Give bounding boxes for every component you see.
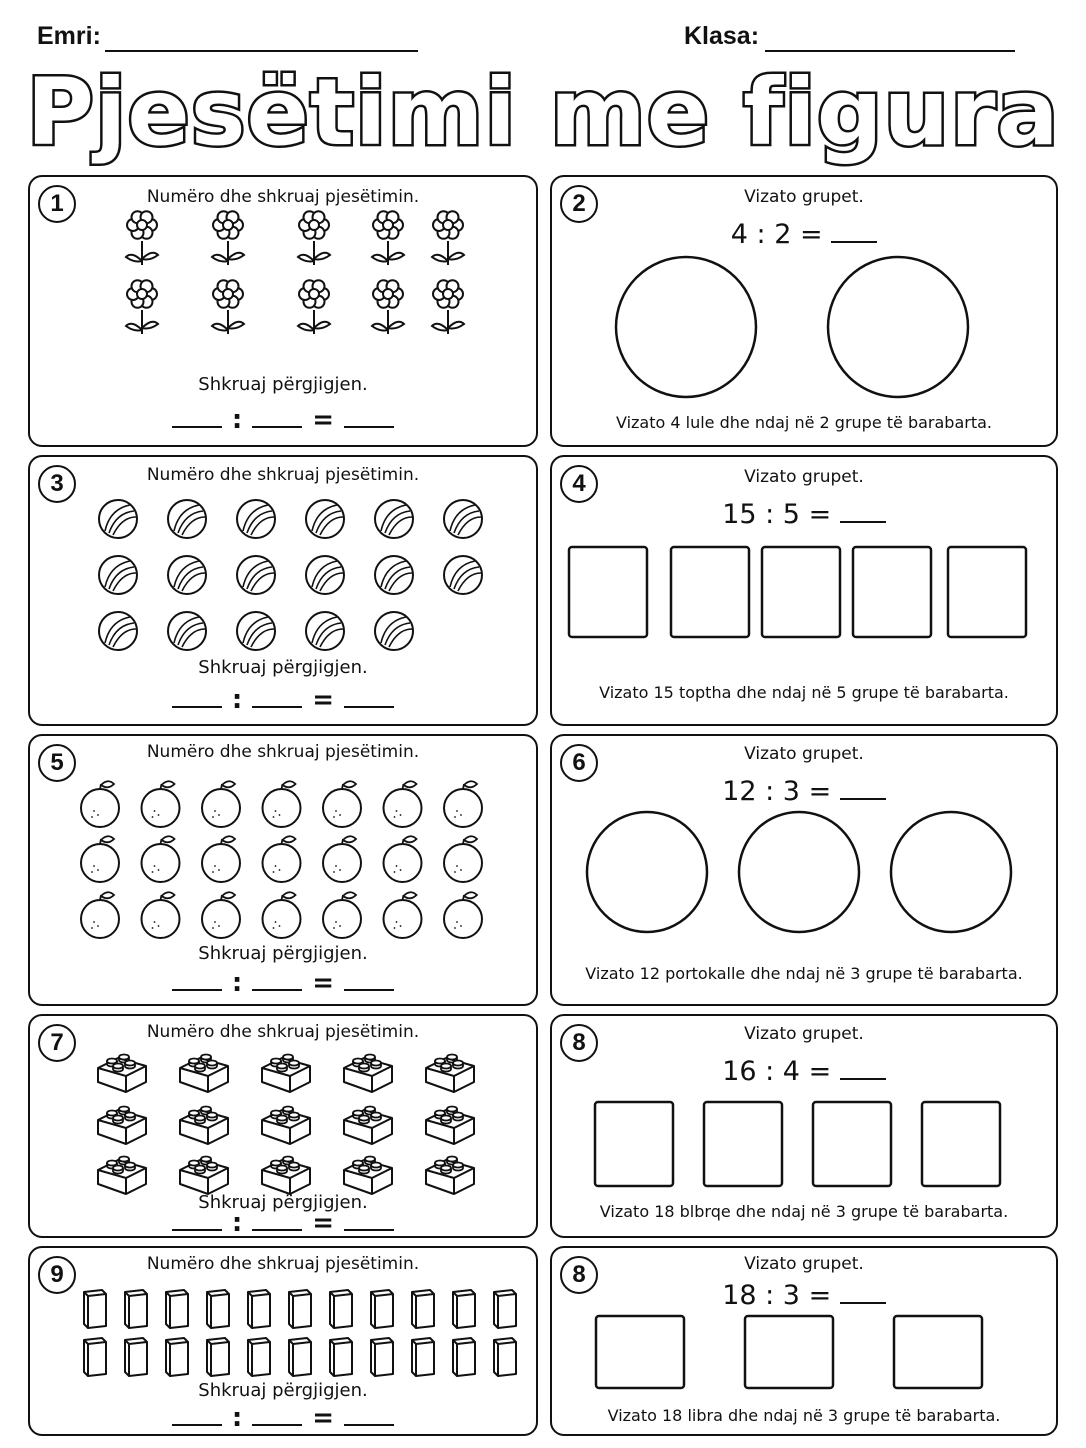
group-box[interactable] [813,1102,891,1186]
exercise-instruction: Vizato grupet. [744,467,864,487]
orange-icon [81,836,119,882]
group-box[interactable] [894,1316,982,1388]
answer-label: Shkruaj përgjigjen. [198,1192,368,1213]
exercise-instruction: Numëro dhe shkruaj pjesëtimin. [146,1022,420,1042]
group-circle[interactable] [891,812,1011,932]
exercise-footer: Vizato 15 toptha dhe ndaj në 5 grupe të barabarta. [599,683,1009,702]
flower-icon [126,211,158,265]
flower-icon [432,211,464,265]
exercise-panel-3 [28,455,538,726]
exercise-panel-8 [550,1014,1058,1238]
group-box[interactable] [569,547,647,637]
ball-icon [375,612,413,650]
brick-icon [98,1055,146,1093]
class-field[interactable] [765,50,1015,52]
book-icon [412,1290,434,1328]
exercise-footer: Vizato 4 lule dhe ndaj në 2 grupe të barabarta. [615,413,993,432]
division-equation[interactable]: 15 : 5 = [552,499,1056,530]
ball-icon [306,500,344,538]
brick-icon [262,1055,310,1093]
orange-icon [384,781,422,827]
ball-icon [99,612,137,650]
brick-icon [344,1107,392,1145]
brick-icon [180,1055,228,1093]
orange-icon [323,892,361,938]
answer-label: Shkruaj përgjigjen. [198,657,368,678]
exercise-instruction: Vizato grupet. [744,1254,864,1274]
ball-icon [168,556,206,594]
exercise-number: 4 [560,465,598,503]
orange-icon [444,836,482,882]
book-icon [494,1290,516,1328]
brick-icon [180,1107,228,1145]
exercise-number: 2 [560,185,598,223]
exercise-number: 1 [38,185,76,223]
group-box[interactable] [948,547,1026,637]
group-box[interactable] [762,547,840,637]
brick-icon [180,1157,228,1195]
ball-icon [375,500,413,538]
brick-icon [98,1157,146,1195]
orange-icon [444,781,482,827]
book-icon [453,1338,475,1376]
exercise-instruction: Numëro dhe shkruaj pjesëtimin. [146,1254,420,1274]
group-circle[interactable] [828,257,968,397]
group-circle[interactable] [739,812,859,932]
exercise-panel-10 [550,1246,1058,1436]
group-box[interactable] [853,547,931,637]
orange-icon [202,836,240,882]
name-field[interactable] [105,50,418,52]
exercise-number: 6 [560,744,598,782]
group-circle[interactable] [587,812,707,932]
ball-icon [306,556,344,594]
orange-icon [263,892,301,938]
exercise-number: 8 [560,1024,598,1062]
flower-icon [212,280,244,334]
book-icon [84,1290,106,1328]
brick-icon [98,1107,146,1145]
exercise-panel-4 [550,455,1058,726]
ball-icon [306,612,344,650]
book-icon [248,1338,270,1376]
exercise-panel-6 [550,734,1058,1006]
group-box[interactable] [745,1316,833,1388]
exercise-number: 5 [38,744,76,782]
exercise-panel-7 [28,1014,538,1238]
brick-icon [344,1055,392,1093]
answer-line[interactable]: : = [30,968,536,998]
book-icon [289,1290,311,1328]
brick-icon [262,1157,310,1195]
book-icon [207,1338,229,1376]
orange-icon [142,781,180,827]
ball-icon [168,500,206,538]
ball-icon [237,612,275,650]
book-icon [289,1338,311,1376]
flower-icon [126,280,158,334]
ball-icon [444,556,482,594]
exercise-instruction: Vizato grupet. [744,1024,864,1044]
book-icon [207,1290,229,1328]
orange-icon [263,781,301,827]
group-box[interactable] [704,1102,782,1186]
answer-label: Shkruaj përgjigjen. [198,1380,368,1401]
exercise-instruction: Numëro dhe shkruaj pjesëtimin. [146,465,420,485]
ball-icon [168,612,206,650]
orange-icon [142,892,180,938]
orange-icon [81,781,119,827]
book-icon [248,1290,270,1328]
group-box[interactable] [922,1102,1000,1186]
orange-icon [142,836,180,882]
book-icon [330,1290,352,1328]
exercise-panel-5 [28,734,538,1006]
book-icon [125,1338,147,1376]
orange-icon [81,892,119,938]
ball-icon [237,500,275,538]
flower-icon [372,280,404,334]
brick-icon [426,1157,474,1195]
group-box[interactable] [671,547,749,637]
orange-icon [323,781,361,827]
exercise-number: 7 [38,1024,76,1062]
answer-line[interactable]: : = [30,1208,536,1238]
orange-icon [202,781,240,827]
exercise-instruction: Numëro dhe shkruaj pjesëtimin. [146,187,420,207]
division-equation[interactable]: 4 : 2 = [552,219,1056,250]
flower-icon [298,280,330,334]
exercise-number: 9 [38,1256,76,1294]
answer-label: Shkruaj përgjigjen. [198,374,368,395]
ball-icon [99,556,137,594]
book-icon [494,1338,516,1376]
flower-icon [212,211,244,265]
exercise-panel-9 [28,1246,538,1436]
exercise-footer: Vizato 18 libra dhe ndaj në 3 grupe të barabarta. [607,1406,1001,1425]
book-icon [371,1290,393,1328]
book-icon [166,1338,188,1376]
exercise-panel-2 [550,175,1058,447]
exercise-instruction: Vizato grupet. [744,744,864,764]
group-box[interactable] [596,1316,684,1388]
division-equation[interactable]: 18 : 3 = [552,1280,1056,1311]
book-icon [371,1338,393,1376]
book-icon [84,1338,106,1376]
orange-icon [384,836,422,882]
orange-icon [444,892,482,938]
exercise-number: 8 [560,1256,598,1294]
orange-icon [202,892,240,938]
exercise-instruction: Numëro dhe shkruaj pjesëtimin. [146,742,420,762]
ball-icon [237,556,275,594]
book-icon [412,1338,434,1376]
answer-label: Shkruaj përgjigjen. [198,943,368,964]
brick-icon [344,1157,392,1195]
class-label: Klasa: [684,22,760,50]
flower-icon [372,211,404,265]
group-area[interactable] [552,177,1060,449]
orange-icon [263,836,301,882]
brick-icon [426,1107,474,1145]
flower-icon [432,280,464,334]
worksheet-title: Pjesëtimi me figura [26,59,1060,166]
orange-icon [384,892,422,938]
brick-icon [262,1107,310,1145]
flower-icon [298,211,330,265]
ball-icon [375,556,413,594]
exercise-number: 3 [38,465,76,503]
exercise-footer: Vizato 12 portokalle dhe ndaj në 3 grupe të barabarta. [585,964,1023,983]
group-circle[interactable] [616,257,756,397]
book-icon [453,1290,475,1328]
division-equation[interactable]: 16 : 4 = [552,1056,1056,1087]
answer-line[interactable]: : = [30,1403,536,1433]
division-equation[interactable]: 12 : 3 = [552,776,1056,807]
exercise-instruction: Vizato grupet. [744,187,864,207]
book-icon [125,1290,147,1328]
answer-line[interactable]: : = [30,685,536,715]
name-label: Emri: [37,22,101,50]
answer-line[interactable]: : = [30,405,536,435]
exercise-panel-1 [28,175,538,447]
orange-icon [323,836,361,882]
exercise-footer: Vizato 18 blbrqe dhe ndaj në 3 grupe të barabarta. [599,1202,1009,1221]
book-icon [330,1338,352,1376]
ball-icon [99,500,137,538]
brick-icon [426,1055,474,1093]
group-box[interactable] [595,1102,673,1186]
ball-icon [444,500,482,538]
book-icon [166,1290,188,1328]
